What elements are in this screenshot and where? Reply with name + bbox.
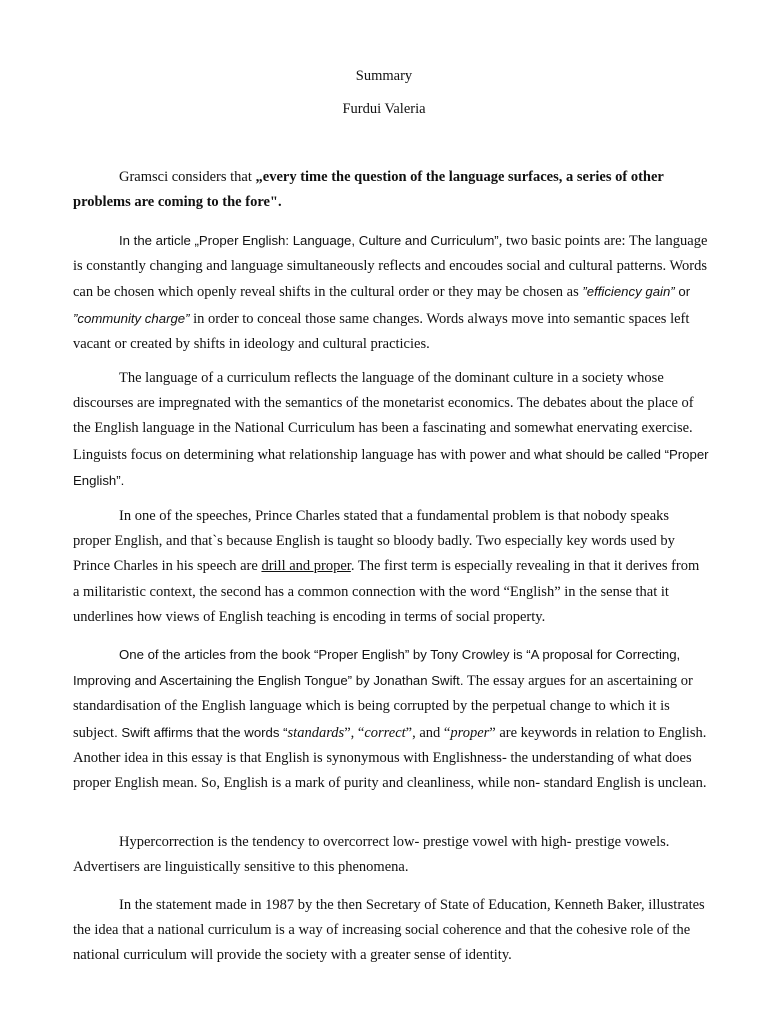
document-title: Summary: [355, 68, 413, 84]
paragraph-proper-english-article: [73, 228, 709, 357]
article-title-text: In the article „Proper English: Language, Culture and Curriculum”: [119, 233, 499, 248]
paragraph-text: or: [674, 284, 691, 300]
paragraph-prince-charles: [73, 504, 709, 630]
paragraph-text: The essay argues for an ascertaining or standardisation of the English language which is being corrupted by the perpetual change to which it is subject: [73, 673, 693, 741]
efficiency-gain-term: ”efficiency gain”: [582, 284, 675, 300]
paragraph-text: Hypercorrection is the tendency to overcorrect low- prestige vowel with high- prestige vowels. Advertisers are linguistically sensitive to this phenomena.: [73, 834, 670, 876]
paragraph-text: ” are keywords in relation to English. Another idea in this essay is that English is synonymous with Englishness- the understanding of what does proper English mean. So, English is a mark of purity and cleanliness, while non- standard English is unclean.: [73, 724, 707, 792]
paragraph-kenneth-baker: [73, 893, 709, 969]
drill-and-proper-term: drill and proper: [261, 558, 351, 575]
paragraph-text: ”, and “: [405, 724, 451, 741]
paragraph-text: Gramsci considers that: [119, 169, 256, 185]
proper-term: proper: [450, 724, 490, 741]
paragraph-hypercorrection: [73, 830, 709, 880]
document-author: Furdui Valeria: [342, 101, 426, 117]
correct-term: correct: [364, 724, 406, 741]
paragraph-swift-proposal: [73, 642, 709, 796]
paragraph-text: ”, “: [344, 724, 365, 741]
community-charge-term: ”community charge”: [73, 310, 190, 326]
paragraph-text: . The first term is especially revealing in that it derives from a militaristic context, the second has a common connection with the word “English” in the sense that it underlines how views of English teaching is encoding in terms of social property.: [73, 558, 700, 625]
paragraph-text: in order to conceal those same changes. Words always move into semantic spaces left vacant or created by shifts in ideology and cultural practicies.: [73, 310, 690, 352]
proper-english-phrase: what should be called “Proper English”.: [73, 446, 709, 488]
paragraph-text: In one of the speeches, Prince Charles stated that a fundamental problem is that nobody speaks proper English, and that`s because English is taught so bloody badly. Two especially key words used by Prince Charles in his speech are: [73, 508, 675, 575]
paragraph-gramsci: [73, 165, 709, 215]
paragraph-text: , two basic points are: The language is constantly changing and language simultaneously reflects and encoudes social and cultural patterns. Words can be chosen which openly reveal shifts in the cultural order or they may be chosen as: [73, 233, 708, 301]
paragraph-curriculum-language: [73, 366, 709, 494]
crowley-swift-reference: One of the articles from the book “Proper English” by Tony Crowley is “A proposal for Correcting, Improving and Ascertaining the English Tongue” by Jonathan Swift.: [73, 647, 681, 689]
paragraph-text: In the statement made in 1987 by the then Secretary of State of Education, Kenneth Baker, illustrates the idea that a national curriculum is a way of increasing social coherence and that the cohesive role of the national curriculum will provide the society with a greater sense of identity.: [73, 897, 705, 964]
paragraph-text: The language of a curriculum reflects the language of the dominant culture in a society whose discourses are impregnated with the semantics of the monetarist economics. The debates about the place of the English language in the National Curriculum has been a fascinating and somewhat enervating exercise. Linguists focus on determining what relationship language has with power and: [73, 370, 694, 463]
gramsci-quote: „every time the question of the language surfaces, a series of other problems are coming to the fore".: [73, 169, 664, 211]
paragraph-text: . Swift affirms that the words “: [114, 724, 288, 740]
standards-term: standards: [287, 724, 345, 741]
